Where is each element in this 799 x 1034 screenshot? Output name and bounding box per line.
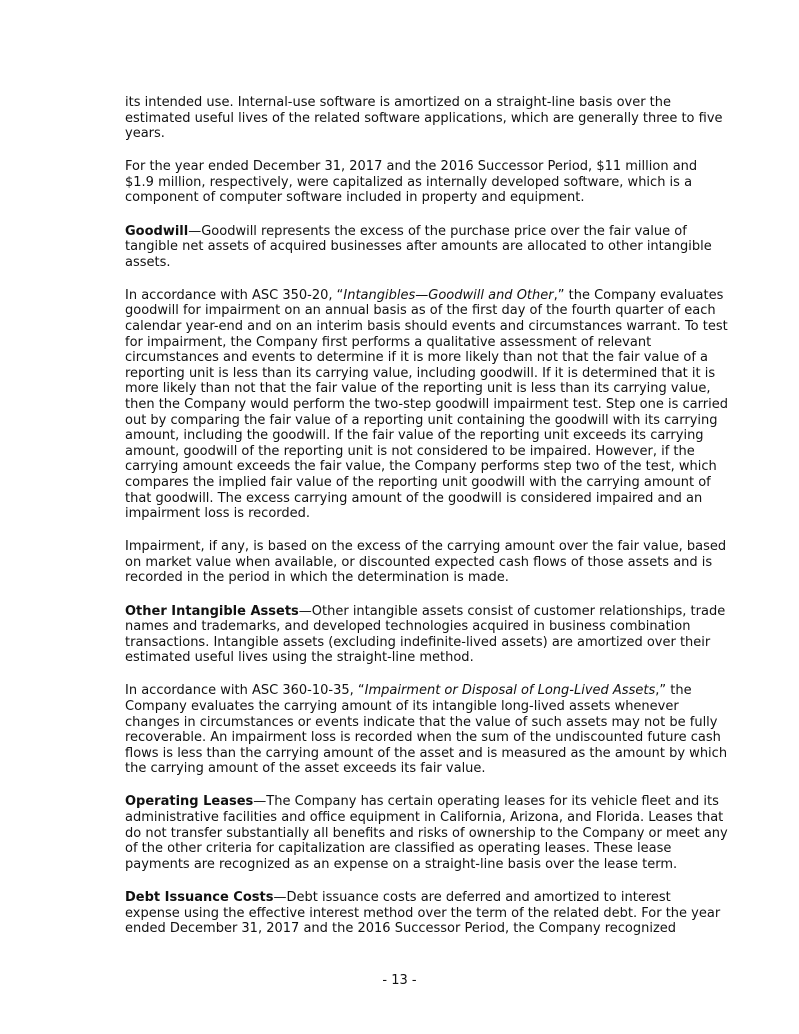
paragraph-asc-350: [125, 288, 729, 522]
operating-leases-text: —The Company has certain operating leases for its vehicle fleet and its administrative facilities and office equipment in California, Arizona, and Florida. Leases that do not transfer substantially all benefits and risks of ownership to the Company or meet any of the other criteria for capitalization are classified as operating leases. These lease payments are recognized as an expense on a straight-line basis over the lease term.: [125, 794, 728, 872]
paragraph-capitalized-software: For the year ended December 31, 2017 and the 2016 Successor Period, $11 million and $1.9 million, respectively, were capitalized as internally developed software, which is a component of computer software included in property and equipment.: [125, 159, 698, 206]
paragraph-internal-use-software: its intended use. Internal-use software is amortized on a straight-line basis over the estimated useful lives of the related software applications, which are generally three to five years.: [125, 95, 723, 142]
other-intangible-assets-heading: Other Intangible Assets: [125, 603, 299, 619]
other-intangible-assets-text: —Other intangible assets consist of customer relationships, trade names and trademarks, and developed technologies acquired in business combination transactions. Intangible assets (excluding indefinite-lived assets) are amortized over their estimated useful lives using the straight-line method.: [125, 603, 726, 666]
asc360-pre: In accordance with ASC 360-10-35, “: [125, 683, 365, 699]
asc360-post: ,” the Company evaluates the carrying amount of its intangible long-lived assets whenever changes in circumstances or events indicate that the value of such assets may not be fully recoverable. An impairment loss is recorded when the sum of the undiscounted future cash flows is less than the carrying amount of the asset and is measured as the amount by which the carrying amount of the asset exceeds its fair value.: [125, 683, 728, 777]
debt-issuance-costs-heading: Debt Issuance Costs: [125, 889, 274, 905]
paragraph-operating-leases: [125, 794, 729, 872]
asc350-post: ,” the Company evaluates goodwill for impairment on an annual basis as of the first day of the fourth quarter of each calendar year-end and on an interim basis should events and circumstances warrant. To test for impairment, the Company first performs a qualitative assessment of relevant circumstances and events to determine if it is more likely than not that the fair value of a reporting unit is less than its carrying value, including goodwill. If it is determined that it is more likely than not that the fair value of the reporting unit is less than its carrying value, then the Company would perform the two-step goodwill impairment test. Step one is carried out by comparing the fair value of a reporting unit containing the goodwill with its carrying amount, including the goodwill. If the fair value of the reporting unit exceeds its carrying amount, goodwill of the reporting unit is not considered to be impaired. However, if the carrying amount exceeds the fair value, the Company performs step two of the test, which compares the implied fair value of the reporting unit goodwill with the carrying amount of that goodwill. The excess carrying amount of the goodwill is considered impaired and an impairment loss is recorded.: [125, 287, 728, 522]
asc350-title: Intangibles—Goodwill and Other: [343, 287, 554, 303]
asc360-title: Impairment or Disposal of Long-Lived Assets: [364, 683, 656, 699]
paragraph-goodwill: [125, 224, 729, 271]
goodwill-heading: Goodwill: [125, 223, 189, 239]
paragraph-asc-360: [125, 683, 729, 777]
document-page: [125, 95, 729, 954]
asc350-pre: In accordance with ASC 350-20, “: [125, 287, 344, 303]
paragraph-debt-issuance-costs: [125, 890, 729, 937]
goodwill-text: —Goodwill represents the excess of the purchase price over the fair value of tangible net assets of acquired businesses after amounts are allocated to other intangible assets.: [125, 223, 712, 270]
debt-issuance-costs-text: —Debt issuance costs are deferred and amortized to interest expense using the effective interest method over the term of the related debt. For the year ended December 31, 2017 and the 2016 Successor Period, the Company recognized: [125, 889, 721, 937]
page-number: - 13 -: [382, 973, 417, 988]
paragraph-impairment: Impairment, if any, is based on the excess of the carrying amount over the fair value, based on market value when available, or discounted expected cash flows of those assets and is recorded in the period in which the determination is made.: [125, 539, 727, 586]
operating-leases-heading: Operating Leases: [125, 794, 254, 810]
paragraph-other-intangible-assets: [125, 604, 729, 666]
